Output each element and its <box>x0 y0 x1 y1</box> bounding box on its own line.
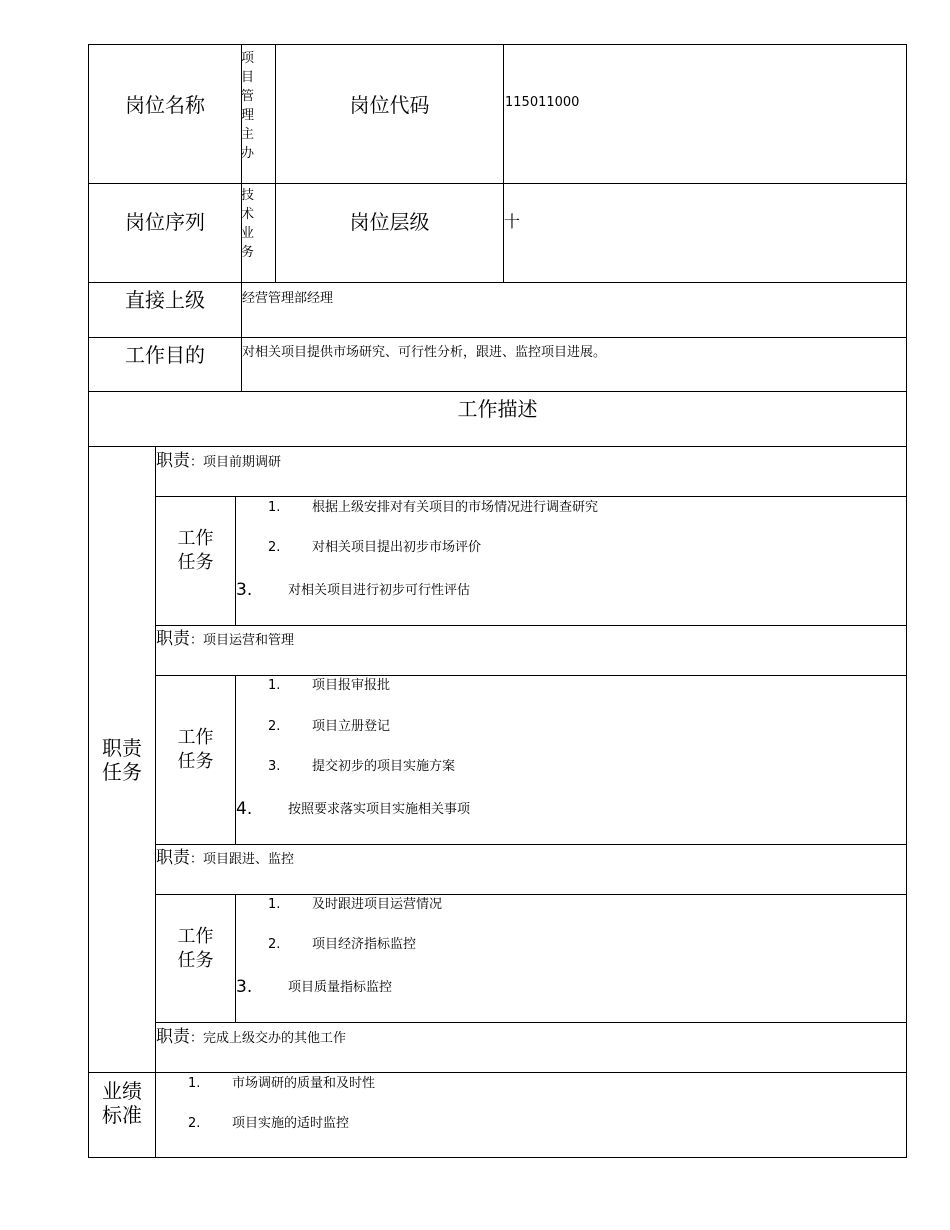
task-text: 按照要求落实项目实施相关事项 <box>288 802 471 817</box>
task-num: 3. <box>268 759 281 774</box>
task-text: 项目报审报批 <box>312 678 391 693</box>
duty-1 <box>156 452 281 472</box>
duty-prefix: 职责 <box>156 451 190 471</box>
post-code-label: 岗位代码 <box>349 93 430 117</box>
post-series-label: 岗位序列 <box>125 210 205 234</box>
duty-4 <box>156 1028 346 1048</box>
task-text: 根据上级安排对有关项目的市场情况进行调查研究 <box>312 500 599 515</box>
task-text: 及时跟进项目运营情况 <box>312 897 443 912</box>
duty-prefix: 职责 <box>156 629 190 649</box>
task-text: 项目经济指标监控 <box>312 937 417 952</box>
performance-text: 项目实施的适时监控 <box>232 1116 350 1131</box>
task-num: 2. <box>268 937 281 952</box>
post-level-label: 岗位层级 <box>349 210 430 234</box>
superior-label: 直接上级 <box>125 288 205 312</box>
post-name-value: 项目管理主办 <box>241 51 255 161</box>
purpose-label: 工作目的 <box>125 343 205 367</box>
post-name-label: 岗位名称 <box>125 93 205 117</box>
task-num: 3. <box>236 580 253 600</box>
task-text: 对相关项目进行初步可行性评估 <box>288 583 471 598</box>
duty-prefix: 职责 <box>156 848 190 868</box>
duty-prefix: 职责 <box>156 1027 190 1047</box>
task-text: 提交初步的项目实施方案 <box>312 759 456 774</box>
task-num: 1. <box>268 500 281 515</box>
duty-text: ：项目运营和管理 <box>190 633 295 648</box>
task-num: 3. <box>236 977 253 997</box>
task-label: 工作任务 <box>177 727 214 772</box>
post-series-value: 技术业务 <box>241 188 255 260</box>
task-label: 工作任务 <box>177 528 214 573</box>
performance-text: 市场调研的质量和及时性 <box>232 1076 376 1091</box>
post-code-value: 115011000 <box>505 95 580 110</box>
superior-value: 经营管理部经理 <box>242 291 334 306</box>
duty-text: ：完成上级交办的其他工作 <box>190 1031 347 1046</box>
duty-2 <box>156 630 294 650</box>
post-level-value: 十 <box>504 212 521 231</box>
duty-text: ：项目前期调研 <box>190 455 282 470</box>
performance-num: 1. <box>188 1076 201 1091</box>
task-num: 2. <box>268 540 281 555</box>
task-text: 项目质量指标监控 <box>288 980 393 995</box>
performance-label: 业绩标准 <box>102 1079 142 1127</box>
performance-num: 2. <box>188 1116 201 1131</box>
duty-text: ：项目跟进、监控 <box>190 852 295 867</box>
duties-label: 职责任务 <box>102 735 142 784</box>
task-text: 对相关项目提出初步市场评价 <box>312 540 482 555</box>
task-num: 2. <box>268 719 281 734</box>
task-label: 工作任务 <box>177 926 214 971</box>
task-num: 1. <box>268 897 281 912</box>
task-text: 项目立册登记 <box>312 719 391 734</box>
purpose-value: 对相关项目提供市场研究、可行性分析，跟进、监控项目进展。 <box>242 345 607 360</box>
section-title: 工作描述 <box>457 397 538 421</box>
task-num: 4. <box>236 799 253 819</box>
task-num: 1. <box>268 678 281 693</box>
duty-3 <box>156 849 294 869</box>
